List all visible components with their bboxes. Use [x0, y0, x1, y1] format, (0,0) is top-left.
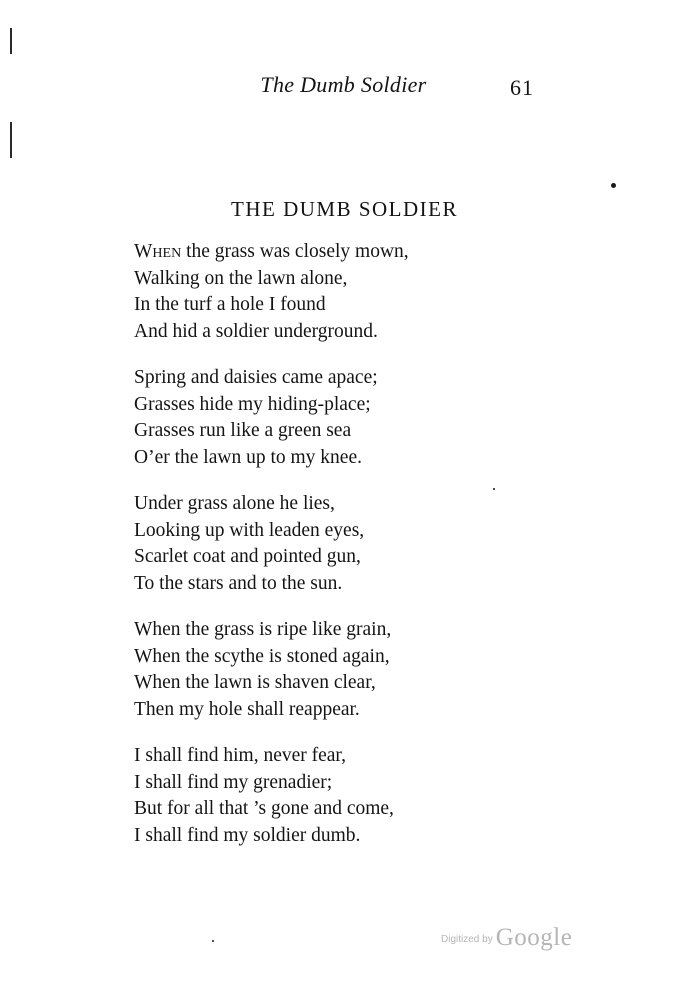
poem-line: When the scythe is stoned again,: [134, 645, 390, 667]
poem-line: Grasses hide my hiding-place;: [134, 393, 371, 415]
poem-line: Grasses run like a green sea: [134, 420, 352, 441]
poem-line: [134, 239, 534, 266]
scan-mark-middle: [10, 122, 12, 158]
digitized-watermark: [441, 924, 572, 952]
poem-line: And hid a soldier underground.: [134, 320, 378, 342]
poem-line: I shall find my grenadier;: [134, 771, 333, 793]
poem-line: In the turf a hole I found: [134, 294, 326, 315]
stanza-3: [134, 491, 534, 597]
watermark-brand: Google: [495, 924, 573, 951]
poem-line: But for all that ’s gone and come,: [134, 798, 394, 819]
poem-line: To the stars and to the sun.: [134, 572, 343, 594]
drop-word: When: [134, 241, 182, 262]
poem-line: Looking up with leaden eyes,: [134, 519, 365, 541]
stanza-2: [134, 365, 534, 471]
poem-line: When the grass is ripe like grain,: [134, 619, 392, 640]
stray-dot-bottom: [212, 940, 214, 942]
poem-line: Under grass alone he lies,: [134, 493, 335, 514]
poem-body: [134, 239, 534, 869]
poem-line-text: the grass was closely mown,: [186, 241, 409, 262]
poem-line: Spring and daisies came apace;: [134, 367, 378, 388]
running-title: The Dumb Soldier: [260, 72, 427, 97]
poem-line: Scarlet coat and pointed gun,: [134, 546, 361, 567]
stanza-4: [134, 617, 534, 723]
poem-line: When the lawn is shaven clear,: [134, 672, 376, 693]
stanza-1: [134, 239, 534, 345]
scan-mark-top: [10, 28, 12, 54]
page-number: 61: [510, 75, 534, 100]
stanza-5: [134, 743, 534, 849]
poem-line: Then my hole shall reappear.: [134, 698, 360, 720]
poem-line: Walking on the lawn alone,: [134, 267, 348, 289]
poem-title: THE DUMB SOLDIER: [231, 197, 458, 221]
poem-line: I shall find my soldier dumb.: [134, 824, 361, 846]
poem-line: O’er the lawn up to my knee.: [134, 446, 362, 468]
watermark-prefix: Digitized by: [441, 934, 493, 945]
poem-line: I shall find him, never fear,: [134, 745, 347, 766]
stray-dot-right: [611, 183, 616, 188]
